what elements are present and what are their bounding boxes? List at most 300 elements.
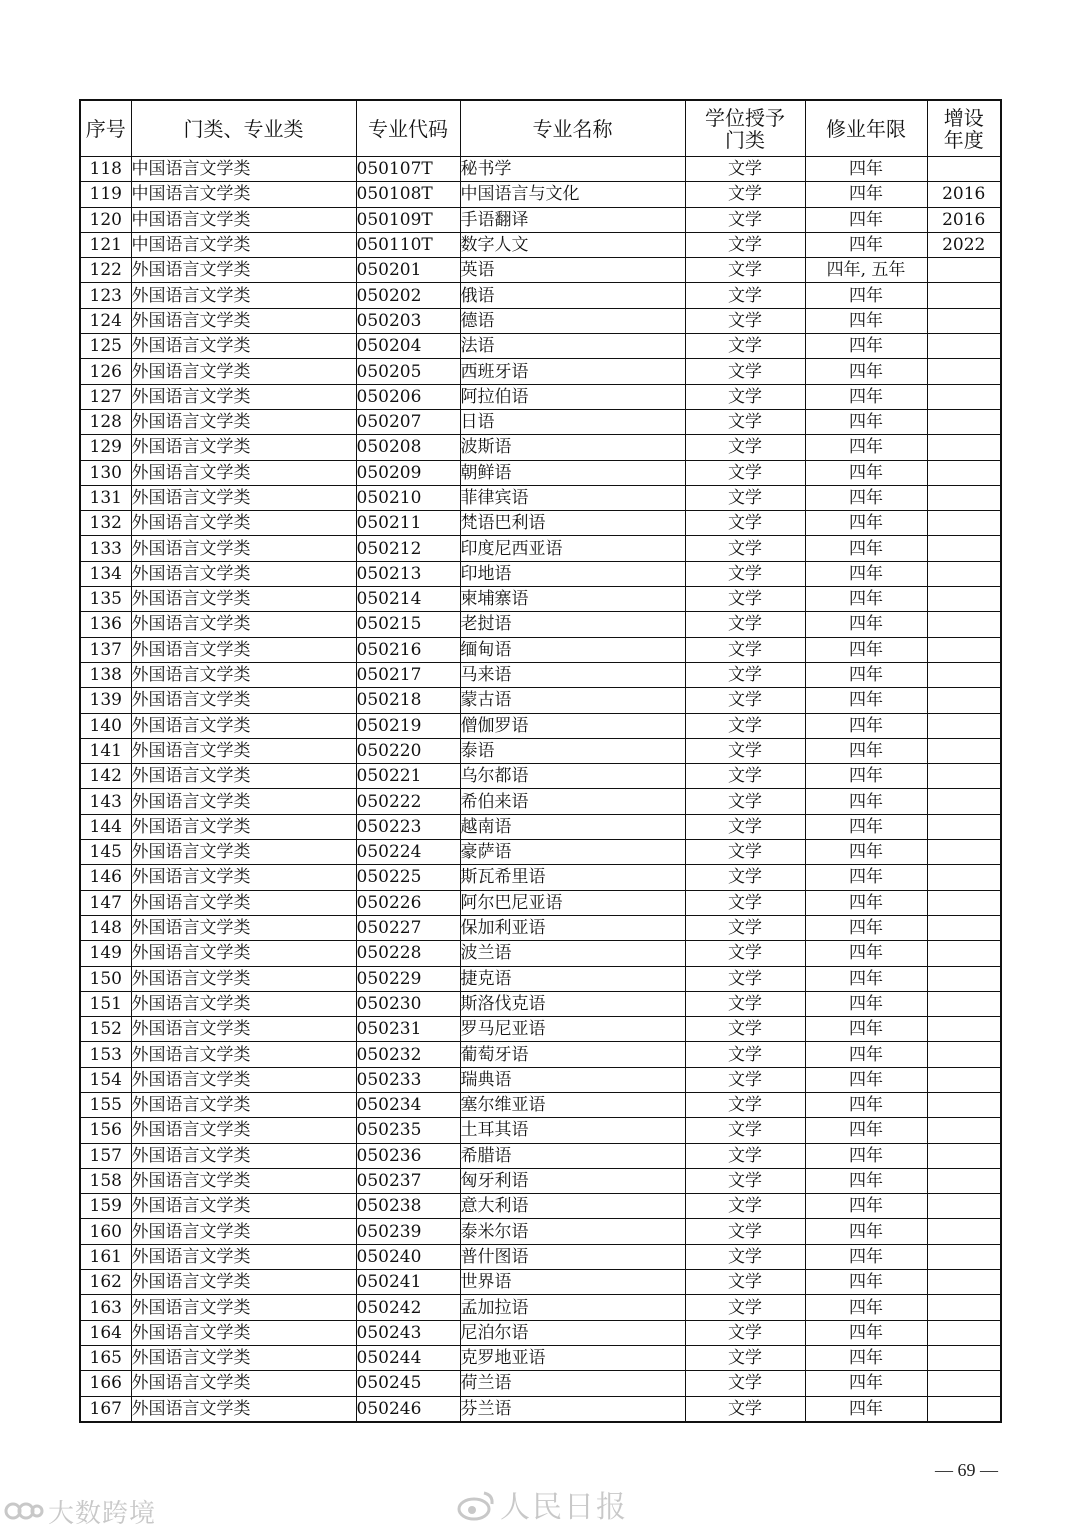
row-code: 050239 (356, 1219, 460, 1244)
row-category: 外国语言文学类 (131, 814, 356, 839)
row-code: 050216 (356, 637, 460, 662)
table-row (80, 991, 1001, 1016)
row-duration: 四年 (805, 1168, 927, 1193)
row-category: 外国语言文学类 (131, 561, 356, 586)
row-seq: 136 (80, 612, 131, 637)
row-duration: 四年 (805, 1042, 927, 1067)
row-code: 050233 (356, 1067, 460, 1092)
row-category: 外国语言文学类 (131, 1092, 356, 1117)
row-degree: 文学 (685, 1371, 805, 1396)
table-row (80, 1118, 1001, 1143)
row-duration: 四年 (805, 1118, 927, 1143)
major-catalog-table (79, 99, 1002, 1423)
table-row (80, 409, 1001, 434)
row-category: 外国语言文学类 (131, 511, 356, 536)
row-degree: 文学 (685, 409, 805, 434)
row-duration: 四年 (805, 334, 927, 359)
row-duration: 四年 (805, 966, 927, 991)
row-seq: 130 (80, 460, 131, 485)
row-seq: 138 (80, 662, 131, 687)
table-row (80, 1092, 1001, 1117)
table-row (80, 840, 1001, 865)
row-degree: 文学 (685, 612, 805, 637)
table-row (80, 460, 1001, 485)
row-name: 越南语 (460, 814, 685, 839)
row-code: 050202 (356, 283, 460, 308)
row-name: 数字人文 (460, 232, 685, 257)
row-seq: 165 (80, 1345, 131, 1370)
row-category: 外国语言文学类 (131, 1396, 356, 1422)
row-degree: 文学 (685, 840, 805, 865)
row-name: 荷兰语 (460, 1371, 685, 1396)
row-degree: 文学 (685, 435, 805, 460)
row-seq: 161 (80, 1244, 131, 1269)
row-category: 外国语言文学类 (131, 1320, 356, 1345)
row-code: 050235 (356, 1118, 460, 1143)
row-duration: 四年 (805, 1345, 927, 1370)
row-name: 西班牙语 (460, 359, 685, 384)
row-duration: 四年 (805, 991, 927, 1016)
row-code: 050231 (356, 1017, 460, 1042)
table-row (80, 1295, 1001, 1320)
row-degree: 文学 (685, 1396, 805, 1422)
row-year (927, 157, 1001, 182)
row-seq: 127 (80, 384, 131, 409)
row-code: 050207 (356, 409, 460, 434)
row-code: 050209 (356, 460, 460, 485)
row-duration: 四年 (805, 1244, 927, 1269)
row-category: 外国语言文学类 (131, 840, 356, 865)
row-duration: 四年 (805, 1295, 927, 1320)
row-code: 050227 (356, 915, 460, 940)
row-year (927, 1168, 1001, 1193)
row-category: 外国语言文学类 (131, 536, 356, 561)
row-duration: 四年 (805, 1371, 927, 1396)
row-seq: 142 (80, 764, 131, 789)
table-row (80, 1345, 1001, 1370)
row-year (927, 1295, 1001, 1320)
row-year (927, 713, 1001, 738)
row-year (927, 915, 1001, 940)
row-code: 050110T (356, 232, 460, 257)
header-degree: 学位授予门类 (685, 100, 805, 157)
row-name: 阿尔巴尼亚语 (460, 890, 685, 915)
row-name: 老挝语 (460, 612, 685, 637)
row-code: 050230 (356, 991, 460, 1016)
row-seq: 121 (80, 232, 131, 257)
watermark-right-text: 人民日报 (500, 1490, 628, 1525)
row-duration: 四年 (805, 182, 927, 207)
row-name: 僧伽罗语 (460, 713, 685, 738)
row-degree: 文学 (685, 334, 805, 359)
row-seq: 146 (80, 865, 131, 890)
row-category: 外国语言文学类 (131, 991, 356, 1016)
row-degree: 文学 (685, 1118, 805, 1143)
row-degree: 文学 (685, 157, 805, 182)
row-name: 芬兰语 (460, 1396, 685, 1422)
row-name: 德语 (460, 308, 685, 333)
row-year (927, 384, 1001, 409)
row-name: 印地语 (460, 561, 685, 586)
row-duration: 四年 (805, 561, 927, 586)
row-name: 梵语巴利语 (460, 511, 685, 536)
row-category: 外国语言文学类 (131, 334, 356, 359)
row-year (927, 1219, 1001, 1244)
row-degree: 文学 (685, 1270, 805, 1295)
row-code: 050217 (356, 662, 460, 687)
row-category: 外国语言文学类 (131, 384, 356, 409)
row-name: 阿拉伯语 (460, 384, 685, 409)
table-row (80, 662, 1001, 687)
row-category: 外国语言文学类 (131, 1042, 356, 1067)
row-name: 柬埔寨语 (460, 587, 685, 612)
header-duration: 修业年限 (805, 100, 927, 157)
row-code: 050224 (356, 840, 460, 865)
row-code: 050242 (356, 1295, 460, 1320)
row-duration: 四年 (805, 840, 927, 865)
row-seq: 147 (80, 890, 131, 915)
row-code: 050240 (356, 1244, 460, 1269)
row-category: 外国语言文学类 (131, 460, 356, 485)
table-row (80, 587, 1001, 612)
row-degree: 文学 (685, 966, 805, 991)
row-degree: 文学 (685, 1345, 805, 1370)
table-row (80, 789, 1001, 814)
row-degree: 文学 (685, 662, 805, 687)
row-duration: 四年 (805, 941, 927, 966)
row-category: 外国语言文学类 (131, 1345, 356, 1370)
watermark-right (456, 1482, 628, 1529)
row-category: 中国语言文学类 (131, 182, 356, 207)
row-duration: 四年 (805, 637, 927, 662)
row-category: 外国语言文学类 (131, 283, 356, 308)
table-row (80, 738, 1001, 763)
row-seq: 149 (80, 941, 131, 966)
row-duration: 四年 (805, 612, 927, 637)
row-name: 波斯语 (460, 435, 685, 460)
row-category: 外国语言文学类 (131, 1371, 356, 1396)
header-code: 专业代码 (356, 100, 460, 157)
row-year (927, 1118, 1001, 1143)
row-degree: 文学 (685, 384, 805, 409)
row-name: 瑞典语 (460, 1067, 685, 1092)
row-category: 外国语言文学类 (131, 587, 356, 612)
row-seq: 118 (80, 157, 131, 182)
row-code: 050208 (356, 435, 460, 460)
brand-logo-icon (4, 1498, 44, 1531)
row-code: 050236 (356, 1143, 460, 1168)
row-year (927, 966, 1001, 991)
row-category: 外国语言文学类 (131, 258, 356, 283)
row-code: 050232 (356, 1042, 460, 1067)
row-name: 印度尼西亚语 (460, 536, 685, 561)
row-seq: 119 (80, 182, 131, 207)
table-row (80, 258, 1001, 283)
table-row (80, 384, 1001, 409)
row-duration: 四年 (805, 1017, 927, 1042)
row-duration: 四年 (805, 713, 927, 738)
row-year: 2016 (927, 207, 1001, 232)
table-row (80, 1371, 1001, 1396)
row-duration: 四年 (805, 738, 927, 763)
row-code: 050246 (356, 1396, 460, 1422)
row-name: 意大利语 (460, 1194, 685, 1219)
row-code: 050214 (356, 587, 460, 612)
row-duration: 四年 (805, 764, 927, 789)
row-degree: 文学 (685, 814, 805, 839)
row-name: 朝鲜语 (460, 460, 685, 485)
row-duration: 四年 (805, 1219, 927, 1244)
row-year (927, 1143, 1001, 1168)
row-duration: 四年 (805, 157, 927, 182)
row-year (927, 637, 1001, 662)
row-degree: 文学 (685, 308, 805, 333)
row-degree: 文学 (685, 1320, 805, 1345)
row-seq: 120 (80, 207, 131, 232)
row-year (927, 865, 1001, 890)
table-body (80, 157, 1001, 1422)
table-row (80, 511, 1001, 536)
row-degree: 文学 (685, 941, 805, 966)
page-number: — 69 — (935, 1460, 998, 1480)
row-degree: 文学 (685, 182, 805, 207)
row-category: 外国语言文学类 (131, 966, 356, 991)
row-seq: 159 (80, 1194, 131, 1219)
row-seq: 158 (80, 1168, 131, 1193)
row-code: 050206 (356, 384, 460, 409)
row-degree: 文学 (685, 258, 805, 283)
row-code: 050237 (356, 1168, 460, 1193)
row-degree: 文学 (685, 1168, 805, 1193)
row-degree: 文学 (685, 1042, 805, 1067)
row-seq: 167 (80, 1396, 131, 1422)
row-degree: 文学 (685, 1244, 805, 1269)
table-row (80, 232, 1001, 257)
row-category: 外国语言文学类 (131, 764, 356, 789)
row-code: 050210 (356, 485, 460, 510)
weibo-icon (456, 1489, 496, 1529)
row-degree: 文学 (685, 1143, 805, 1168)
table-row (80, 1320, 1001, 1345)
row-category: 外国语言文学类 (131, 662, 356, 687)
row-duration: 四年 (805, 409, 927, 434)
row-category: 外国语言文学类 (131, 1295, 356, 1320)
row-category: 外国语言文学类 (131, 612, 356, 637)
row-code: 050234 (356, 1092, 460, 1117)
row-year (927, 1371, 1001, 1396)
row-year (927, 258, 1001, 283)
row-degree: 文学 (685, 460, 805, 485)
header-seq: 序号 (80, 100, 131, 157)
row-seq: 155 (80, 1092, 131, 1117)
row-code: 050213 (356, 561, 460, 586)
row-seq: 139 (80, 688, 131, 713)
row-category: 外国语言文学类 (131, 1219, 356, 1244)
row-category: 外国语言文学类 (131, 688, 356, 713)
row-degree: 文学 (685, 207, 805, 232)
row-name: 匈牙利语 (460, 1168, 685, 1193)
row-seq: 132 (80, 511, 131, 536)
row-year (927, 612, 1001, 637)
table-row (80, 485, 1001, 510)
row-year (927, 536, 1001, 561)
row-degree: 文学 (685, 688, 805, 713)
row-seq: 144 (80, 814, 131, 839)
table-row (80, 207, 1001, 232)
row-degree: 文学 (685, 991, 805, 1016)
table-row (80, 688, 1001, 713)
row-year (927, 890, 1001, 915)
row-name: 缅甸语 (460, 637, 685, 662)
row-name: 秘书学 (460, 157, 685, 182)
row-duration: 四年 (805, 1092, 927, 1117)
row-duration: 四年 (805, 435, 927, 460)
row-code: 050241 (356, 1270, 460, 1295)
table-row (80, 966, 1001, 991)
table-row (80, 157, 1001, 182)
row-code: 050215 (356, 612, 460, 637)
header-name: 专业名称 (460, 100, 685, 157)
row-seq: 152 (80, 1017, 131, 1042)
header-category: 门类、专业类 (131, 100, 356, 157)
table-row (80, 1168, 1001, 1193)
row-degree: 文学 (685, 789, 805, 814)
row-duration: 四年 (805, 207, 927, 232)
row-name: 土耳其语 (460, 1118, 685, 1143)
row-name: 中国语言与文化 (460, 182, 685, 207)
row-degree: 文学 (685, 915, 805, 940)
row-category: 外国语言文学类 (131, 1194, 356, 1219)
row-year (927, 1320, 1001, 1345)
row-name: 希伯来语 (460, 789, 685, 814)
table-row (80, 1244, 1001, 1269)
row-seq: 124 (80, 308, 131, 333)
row-name: 斯洛伐克语 (460, 991, 685, 1016)
row-name: 日语 (460, 409, 685, 434)
row-duration: 四年 (805, 890, 927, 915)
row-category: 外国语言文学类 (131, 1067, 356, 1092)
row-name: 俄语 (460, 283, 685, 308)
row-seq: 133 (80, 536, 131, 561)
row-name: 英语 (460, 258, 685, 283)
row-year (927, 587, 1001, 612)
row-category: 中国语言文学类 (131, 207, 356, 232)
row-seq: 131 (80, 485, 131, 510)
row-name: 克罗地亚语 (460, 1345, 685, 1370)
watermark-left-text: 大数跨境 (48, 1499, 157, 1529)
table-row (80, 915, 1001, 940)
row-name: 捷克语 (460, 966, 685, 991)
row-code: 050228 (356, 941, 460, 966)
row-year (927, 1244, 1001, 1269)
header-year: 增设年度 (927, 100, 1001, 157)
table-row (80, 435, 1001, 460)
table-row (80, 359, 1001, 384)
row-category: 外国语言文学类 (131, 865, 356, 890)
row-code: 050222 (356, 789, 460, 814)
row-category: 外国语言文学类 (131, 1168, 356, 1193)
row-name: 波兰语 (460, 941, 685, 966)
row-degree: 文学 (685, 1092, 805, 1117)
row-degree: 文学 (685, 587, 805, 612)
row-seq: 135 (80, 587, 131, 612)
row-duration: 四年 (805, 789, 927, 814)
row-name: 保加利亚语 (460, 915, 685, 940)
row-code: 050225 (356, 865, 460, 890)
row-category: 外国语言文学类 (131, 915, 356, 940)
row-seq: 137 (80, 637, 131, 662)
row-category: 外国语言文学类 (131, 941, 356, 966)
table-row (80, 941, 1001, 966)
row-duration: 四年 (805, 232, 927, 257)
table-row (80, 865, 1001, 890)
row-duration: 四年 (805, 1270, 927, 1295)
row-category: 外国语言文学类 (131, 308, 356, 333)
row-year (927, 409, 1001, 434)
row-year (927, 1092, 1001, 1117)
table-header-row (80, 100, 1001, 157)
row-category: 外国语言文学类 (131, 637, 356, 662)
row-seq: 125 (80, 334, 131, 359)
row-category: 外国语言文学类 (131, 738, 356, 763)
row-name: 塞尔维亚语 (460, 1092, 685, 1117)
row-name: 罗马尼亚语 (460, 1017, 685, 1042)
row-code: 050244 (356, 1345, 460, 1370)
row-year (927, 1270, 1001, 1295)
row-seq: 151 (80, 991, 131, 1016)
row-code: 050245 (356, 1371, 460, 1396)
row-degree: 文学 (685, 1017, 805, 1042)
row-duration: 四年 (805, 308, 927, 333)
row-seq: 140 (80, 713, 131, 738)
watermark-left (4, 1493, 156, 1531)
row-seq: 143 (80, 789, 131, 814)
row-name: 葡萄牙语 (460, 1042, 685, 1067)
row-year (927, 814, 1001, 839)
row-category: 外国语言文学类 (131, 789, 356, 814)
row-year (927, 662, 1001, 687)
row-duration: 四年 (805, 359, 927, 384)
row-duration: 四年 (805, 511, 927, 536)
row-seq: 145 (80, 840, 131, 865)
row-name: 法语 (460, 334, 685, 359)
row-name: 孟加拉语 (460, 1295, 685, 1320)
row-duration: 四年 (805, 662, 927, 687)
row-year (927, 283, 1001, 308)
row-year: 2016 (927, 182, 1001, 207)
row-duration: 四年 (805, 384, 927, 409)
row-name: 豪萨语 (460, 840, 685, 865)
row-degree: 文学 (685, 713, 805, 738)
row-seq: 166 (80, 1371, 131, 1396)
row-degree: 文学 (685, 1295, 805, 1320)
row-name: 斯瓦希里语 (460, 865, 685, 890)
row-seq: 148 (80, 915, 131, 940)
row-code: 050203 (356, 308, 460, 333)
row-seq: 160 (80, 1219, 131, 1244)
row-seq: 157 (80, 1143, 131, 1168)
row-duration: 四年 (805, 485, 927, 510)
row-year (927, 485, 1001, 510)
row-seq: 128 (80, 409, 131, 434)
row-year (927, 991, 1001, 1016)
row-code: 050243 (356, 1320, 460, 1345)
row-duration: 四年 (805, 460, 927, 485)
row-degree: 文学 (685, 1219, 805, 1244)
row-category: 外国语言文学类 (131, 359, 356, 384)
row-code: 050107T (356, 157, 460, 182)
row-code: 050109T (356, 207, 460, 232)
